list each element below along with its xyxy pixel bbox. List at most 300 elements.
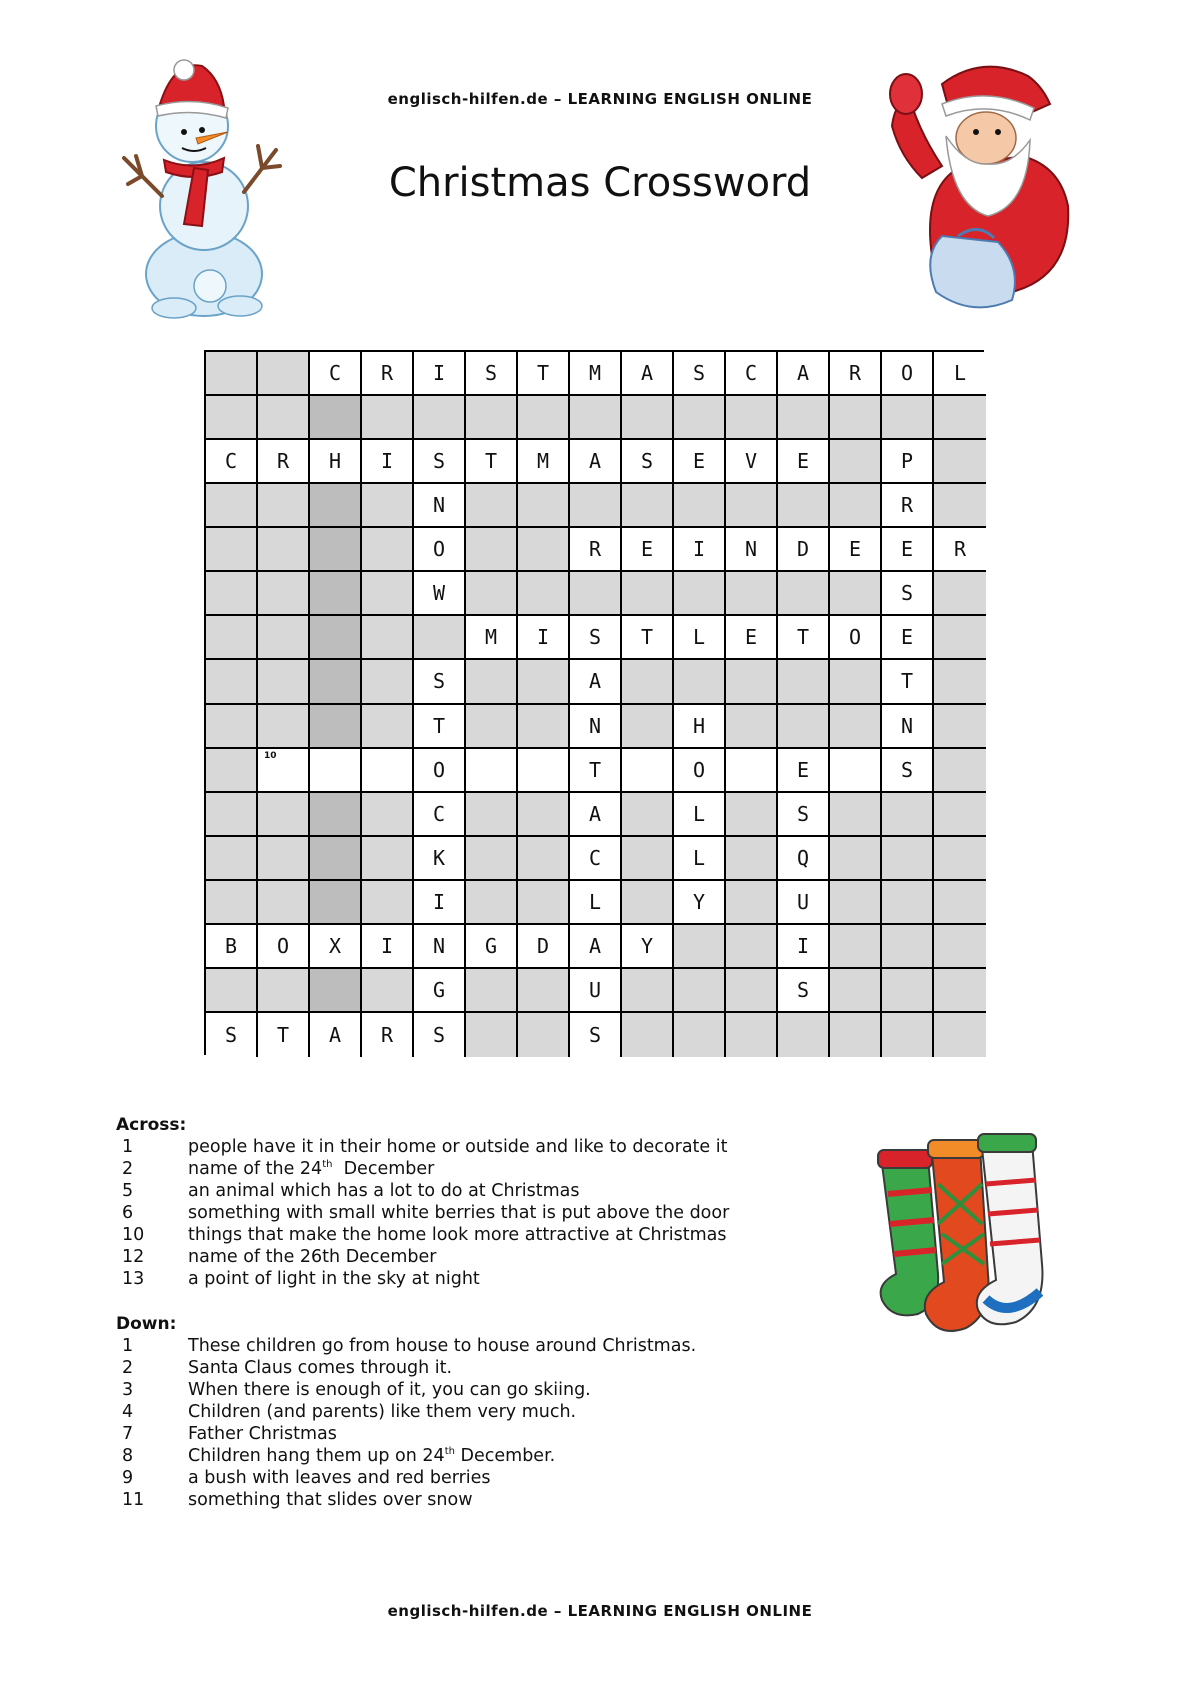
crossword-cell[interactable] — [674, 616, 726, 660]
clue-number: 2 — [122, 1358, 134, 1378]
cell-letter: D — [536, 933, 550, 958]
crossword-cell[interactable] — [570, 881, 622, 925]
cell-letter: U — [796, 889, 810, 914]
crossword-cell[interactable] — [726, 749, 778, 793]
cell-letter: B — [224, 933, 238, 958]
cell-letter: S — [432, 669, 446, 694]
cell-letter: S — [432, 449, 446, 474]
crossword-cell[interactable] — [258, 1013, 310, 1057]
crossword-cell — [778, 660, 830, 704]
cell-letter: Q — [796, 845, 810, 870]
crossword-cell[interactable] — [570, 705, 622, 749]
crossword-cell — [258, 352, 310, 396]
crossword-cell — [882, 837, 934, 881]
cell-letter: I — [536, 625, 550, 650]
crossword-cell[interactable] — [882, 705, 934, 749]
crossword-cell[interactable] — [778, 440, 830, 484]
crossword-cell — [518, 528, 570, 572]
crossword-cell — [622, 969, 674, 1013]
clue-number: 5 — [122, 1181, 134, 1201]
cell-letter: H — [328, 449, 342, 474]
crossword-cell[interactable] — [778, 528, 830, 572]
crossword-cell[interactable] — [362, 925, 414, 969]
crossword-cell[interactable] — [570, 528, 622, 572]
cell-letter: W — [432, 581, 446, 606]
crossword-cell[interactable] — [778, 969, 830, 1013]
crossword-cell — [934, 881, 986, 925]
cell-letter: T — [276, 1022, 290, 1047]
crossword-cell — [518, 837, 570, 881]
crossword-cell — [310, 660, 362, 704]
crossword-cell — [466, 837, 518, 881]
crossword-cell — [206, 528, 258, 572]
crossword-cell — [206, 969, 258, 1013]
cell-letter: R — [276, 449, 290, 474]
crossword-cell — [362, 881, 414, 925]
clue-text: When there is enough of it, you can go skiing. — [188, 1380, 591, 1400]
crossword-cell — [362, 969, 414, 1013]
cell-letter: I — [432, 889, 446, 914]
cell-letter: T — [484, 449, 498, 474]
crossword-cell — [362, 660, 414, 704]
clue-text: something that slides over snow — [188, 1490, 473, 1510]
cell-letter: O — [692, 757, 706, 782]
crossword-cell[interactable] — [258, 925, 310, 969]
crossword-cell[interactable] — [622, 616, 674, 660]
cell-letter: T — [900, 669, 914, 694]
crossword-cell[interactable] — [414, 925, 466, 969]
clue-number: 8 — [122, 1446, 134, 1466]
crossword-cell[interactable] — [310, 925, 362, 969]
crossword-cell — [934, 705, 986, 749]
crossword-cell[interactable] — [414, 660, 466, 704]
crossword-cell[interactable] — [882, 616, 934, 660]
cell-letter: T — [796, 625, 810, 650]
cell-letter: A — [588, 449, 602, 474]
cell-letter: S — [224, 1022, 238, 1047]
cell-letter: P — [900, 449, 914, 474]
cell-letter: R — [953, 537, 967, 562]
cell-letter: R — [848, 361, 862, 386]
crossword-cell — [518, 793, 570, 837]
crossword-cell[interactable] — [466, 749, 518, 793]
clue-text: an animal which has a lot to do at Christmas — [188, 1181, 580, 1201]
crossword-cell[interactable] — [622, 925, 674, 969]
crossword-cell — [882, 1013, 934, 1057]
clue-row — [116, 1489, 876, 1511]
christmas-stockings-illustration — [868, 1124, 1068, 1354]
clue-row — [116, 1357, 876, 1379]
cell-letter: G — [432, 977, 446, 1002]
clue-text: name of the 24th December — [188, 1159, 435, 1179]
crossword-cell — [830, 969, 882, 1013]
crossword-cell — [258, 837, 310, 881]
clue-number: 1 — [122, 1336, 134, 1356]
crossword-cell — [258, 484, 310, 528]
crossword-cell[interactable] — [570, 749, 622, 793]
crossword-cell — [830, 440, 882, 484]
cell-letter: M — [588, 361, 602, 386]
crossword-cell[interactable] — [882, 749, 934, 793]
crossword-cell[interactable] — [414, 572, 466, 616]
crossword-cell[interactable] — [778, 749, 830, 793]
cell-letter: L — [588, 889, 602, 914]
crossword-cell — [934, 484, 986, 528]
crossword-cell[interactable] — [830, 749, 882, 793]
crossword-cell — [934, 1013, 986, 1057]
crossword-cell[interactable] — [830, 528, 882, 572]
crossword-cell[interactable] — [622, 352, 674, 396]
crossword-cell — [466, 705, 518, 749]
crossword-cell — [258, 616, 310, 660]
cell-letter: C — [744, 361, 758, 386]
cell-letter: S — [484, 361, 498, 386]
crossword-cell — [518, 1013, 570, 1057]
crossword-cell[interactable] — [570, 969, 622, 1013]
cell-letter: O — [900, 361, 914, 386]
cell-letter: N — [588, 713, 602, 738]
crossword-cell — [466, 572, 518, 616]
clue-number: 13 — [122, 1269, 145, 1289]
crossword-cell[interactable] — [570, 440, 622, 484]
cell-letter: S — [900, 581, 914, 606]
crossword-cell — [726, 660, 778, 704]
crossword-cell — [726, 925, 778, 969]
clue-number: 7 — [122, 1424, 134, 1444]
clue-number: 4 — [122, 1402, 134, 1422]
crossword-cell[interactable] — [726, 528, 778, 572]
cell-letter: S — [692, 361, 706, 386]
crossword-cell — [830, 705, 882, 749]
crossword-cell[interactable] — [518, 616, 570, 660]
crossword-cell — [934, 969, 986, 1013]
crossword-cell[interactable] — [466, 440, 518, 484]
crossword-cell — [206, 837, 258, 881]
clue-row — [116, 1158, 876, 1180]
crossword-cell — [362, 616, 414, 660]
cell-letter: L — [692, 845, 706, 870]
crossword-cell — [466, 793, 518, 837]
crossword-cell — [206, 396, 258, 440]
crossword-cell[interactable] — [778, 925, 830, 969]
cell-letter: S — [796, 977, 810, 1002]
crossword-cell[interactable] — [206, 925, 258, 969]
crossword-cell — [830, 793, 882, 837]
crossword-cell[interactable] — [674, 352, 726, 396]
crossword-cell — [830, 837, 882, 881]
crossword-cell — [674, 925, 726, 969]
clue-text: Children hang them up on 24th December. — [188, 1446, 556, 1466]
crossword-cell[interactable] — [778, 881, 830, 925]
cell-letter: G — [484, 933, 498, 958]
cell-letter: R — [380, 361, 394, 386]
clue-row — [116, 1335, 876, 1357]
clue-row — [116, 1379, 876, 1401]
crossword-cell — [518, 881, 570, 925]
crossword-cell[interactable] — [882, 352, 934, 396]
crossword-cell[interactable] — [362, 749, 414, 793]
crossword-cell[interactable] — [414, 1013, 466, 1057]
crossword-cell — [882, 925, 934, 969]
site-header: englisch-hilfen.de – LEARNING ENGLISH ONLINE — [387, 90, 813, 108]
crossword-cell — [362, 484, 414, 528]
crossword-cell[interactable] — [414, 969, 466, 1013]
across-heading: Across: — [116, 1115, 187, 1135]
crossword-cell[interactable] — [778, 793, 830, 837]
cell-letter: E — [848, 537, 862, 562]
cell-letter: R — [380, 1022, 394, 1047]
crossword-cell[interactable] — [726, 352, 778, 396]
clue-number: 9 — [122, 1468, 134, 1488]
cell-letter: O — [848, 625, 862, 650]
crossword-grid — [204, 350, 984, 1055]
crossword-cell[interactable] — [570, 925, 622, 969]
crossword-cell — [570, 572, 622, 616]
crossword-cell — [362, 705, 414, 749]
crossword-cell[interactable] — [310, 749, 362, 793]
crossword-cell[interactable] — [674, 749, 726, 793]
clue-text: Father Christmas — [188, 1424, 337, 1444]
crossword-cell[interactable] — [622, 440, 674, 484]
crossword-cell[interactable] — [414, 793, 466, 837]
crossword-cell[interactable] — [674, 705, 726, 749]
crossword-cell — [414, 616, 466, 660]
crossword-cell — [310, 705, 362, 749]
crossword-cell[interactable] — [414, 881, 466, 925]
crossword-cell — [934, 925, 986, 969]
cell-letter: C — [432, 801, 446, 826]
clue-row — [116, 1180, 876, 1202]
crossword-cell — [310, 793, 362, 837]
crossword-cell — [934, 660, 986, 704]
crossword-cell[interactable] — [362, 440, 414, 484]
cell-letter: N — [432, 493, 446, 518]
crossword-cell — [934, 749, 986, 793]
crossword-cell[interactable] — [570, 616, 622, 660]
crossword-cell[interactable] — [778, 352, 830, 396]
clue-number-label: 10 — [264, 750, 277, 761]
crossword-cell[interactable] — [414, 705, 466, 749]
crossword-cell[interactable] — [414, 528, 466, 572]
crossword-cell[interactable] — [882, 660, 934, 704]
clue-number: 12 — [122, 1247, 145, 1267]
crossword-cell[interactable] — [778, 837, 830, 881]
crossword-cell[interactable] — [778, 616, 830, 660]
crossword-cell — [310, 528, 362, 572]
crossword-cell — [310, 837, 362, 881]
crossword-cell — [206, 749, 258, 793]
cell-letter: E — [744, 625, 758, 650]
crossword-cell — [622, 881, 674, 925]
cell-letter: I — [380, 449, 394, 474]
crossword-cell — [778, 1013, 830, 1057]
cell-letter: I — [692, 537, 706, 562]
clue-row — [116, 1202, 876, 1224]
cell-letter: H — [692, 713, 706, 738]
crossword-cell[interactable] — [518, 440, 570, 484]
crossword-cell — [622, 660, 674, 704]
cell-letter: I — [380, 933, 394, 958]
crossword-cell[interactable] — [414, 440, 466, 484]
cell-letter: E — [900, 537, 914, 562]
crossword-cell[interactable] — [622, 749, 674, 793]
crossword-cell — [206, 705, 258, 749]
crossword-cell — [362, 396, 414, 440]
crossword-cell[interactable] — [934, 528, 986, 572]
crossword-cell — [778, 484, 830, 528]
crossword-cell — [206, 616, 258, 660]
crossword-cell[interactable] — [622, 528, 674, 572]
crossword-cell — [674, 969, 726, 1013]
clue-text: a bush with leaves and red berries — [188, 1468, 491, 1488]
snowman-illustration — [112, 56, 292, 320]
clue-text: things that make the home look more attractive at Christmas — [188, 1225, 727, 1245]
crossword-cell — [830, 484, 882, 528]
cell-letter: X — [328, 933, 342, 958]
crossword-cell — [622, 705, 674, 749]
cell-letter: K — [432, 845, 446, 870]
cell-letter: L — [692, 625, 706, 650]
crossword-cell — [570, 484, 622, 528]
crossword-cell[interactable] — [310, 1013, 362, 1057]
crossword-cell[interactable] — [466, 352, 518, 396]
crossword-cell — [362, 837, 414, 881]
across-clues — [116, 1114, 876, 1290]
crossword-cell[interactable] — [518, 925, 570, 969]
crossword-cell[interactable] — [570, 793, 622, 837]
crossword-cell[interactable] — [882, 572, 934, 616]
crossword-cell[interactable] — [830, 616, 882, 660]
crossword-cell[interactable] — [206, 1013, 258, 1057]
crossword-cell[interactable] — [466, 925, 518, 969]
crossword-cell — [778, 572, 830, 616]
crossword-cell — [622, 793, 674, 837]
crossword-cell[interactable] — [674, 528, 726, 572]
crossword-cell — [830, 881, 882, 925]
cell-letter: E — [796, 449, 810, 474]
cell-letter: N — [432, 933, 446, 958]
crossword-cell — [726, 572, 778, 616]
crossword-cell — [934, 396, 986, 440]
cell-letter: S — [900, 757, 914, 782]
cell-letter: I — [432, 361, 446, 386]
crossword-cell — [518, 660, 570, 704]
crossword-cell[interactable] — [518, 352, 570, 396]
cell-letter: S — [640, 449, 654, 474]
cell-letter: C — [588, 845, 602, 870]
crossword-cell — [674, 396, 726, 440]
crossword-cell[interactable] — [258, 440, 310, 484]
crossword-cell[interactable] — [310, 440, 362, 484]
crossword-cell — [466, 969, 518, 1013]
crossword-cell — [570, 396, 622, 440]
crossword-cell — [830, 1013, 882, 1057]
crossword-cell — [882, 881, 934, 925]
cell-letter: N — [900, 713, 914, 738]
cell-letter: Y — [692, 889, 706, 914]
crossword-cell[interactable] — [466, 616, 518, 660]
cell-letter: L — [953, 361, 967, 386]
crossword-cell[interactable] — [570, 660, 622, 704]
cell-letter: U — [588, 977, 602, 1002]
crossword-cell[interactable] — [570, 837, 622, 881]
crossword-cell[interactable] — [362, 352, 414, 396]
crossword-cell — [518, 969, 570, 1013]
crossword-cell[interactable] — [570, 352, 622, 396]
crossword-cell[interactable] — [362, 1013, 414, 1057]
crossword-cell — [622, 572, 674, 616]
crossword-cell — [206, 660, 258, 704]
crossword-cell[interactable] — [674, 793, 726, 837]
crossword-cell — [882, 396, 934, 440]
crossword-cell — [206, 572, 258, 616]
clue-text: These children go from house to house around Christmas. — [188, 1336, 697, 1356]
crossword-cell — [310, 881, 362, 925]
crossword-cell[interactable] — [726, 616, 778, 660]
cell-letter: V — [744, 449, 758, 474]
crossword-cell — [934, 572, 986, 616]
site-footer: englisch-hilfen.de – LEARNING ENGLISH ONLINE — [387, 1602, 813, 1620]
cell-letter: T — [588, 757, 602, 782]
crossword-cell — [726, 396, 778, 440]
down-heading: Down: — [116, 1314, 177, 1334]
crossword-cell — [362, 572, 414, 616]
crossword-cell[interactable] — [830, 352, 882, 396]
clue-row — [116, 1467, 876, 1489]
crossword-cell — [726, 881, 778, 925]
crossword-cell — [882, 969, 934, 1013]
crossword-cell — [518, 705, 570, 749]
crossword-cell[interactable] — [726, 440, 778, 484]
clue-row — [116, 1246, 876, 1268]
cell-letter: T — [536, 361, 550, 386]
crossword-cell — [206, 881, 258, 925]
santa-claus-illustration — [882, 56, 1082, 322]
crossword-cell[interactable] — [414, 484, 466, 528]
crossword-cell[interactable] — [258, 749, 310, 793]
crossword-cell[interactable] — [414, 837, 466, 881]
cell-letter: A — [588, 933, 602, 958]
crossword-cell[interactable] — [674, 837, 726, 881]
crossword-cell — [622, 1013, 674, 1057]
crossword-cell — [466, 528, 518, 572]
crossword-cell — [778, 705, 830, 749]
crossword-cell — [518, 396, 570, 440]
crossword-cell — [310, 572, 362, 616]
clue-number: 2 — [122, 1159, 134, 1179]
crossword-cell[interactable] — [882, 484, 934, 528]
crossword-cell — [934, 440, 986, 484]
crossword-cell — [466, 660, 518, 704]
crossword-cell[interactable] — [414, 352, 466, 396]
crossword-cell — [674, 1013, 726, 1057]
crossword-cell[interactable] — [882, 528, 934, 572]
crossword-cell[interactable] — [882, 440, 934, 484]
clue-row — [116, 1445, 876, 1467]
crossword-cell — [518, 484, 570, 528]
clue-number: 10 — [122, 1225, 145, 1245]
crossword-cell[interactable] — [518, 749, 570, 793]
crossword-cell[interactable] — [206, 440, 258, 484]
crossword-cell[interactable] — [310, 352, 362, 396]
crossword-cell — [726, 484, 778, 528]
crossword-cell[interactable] — [674, 440, 726, 484]
crossword-cell[interactable] — [674, 881, 726, 925]
crossword-cell[interactable] — [934, 352, 986, 396]
crossword-cell[interactable] — [570, 1013, 622, 1057]
crossword-cell — [622, 837, 674, 881]
crossword-cell[interactable] — [414, 749, 466, 793]
